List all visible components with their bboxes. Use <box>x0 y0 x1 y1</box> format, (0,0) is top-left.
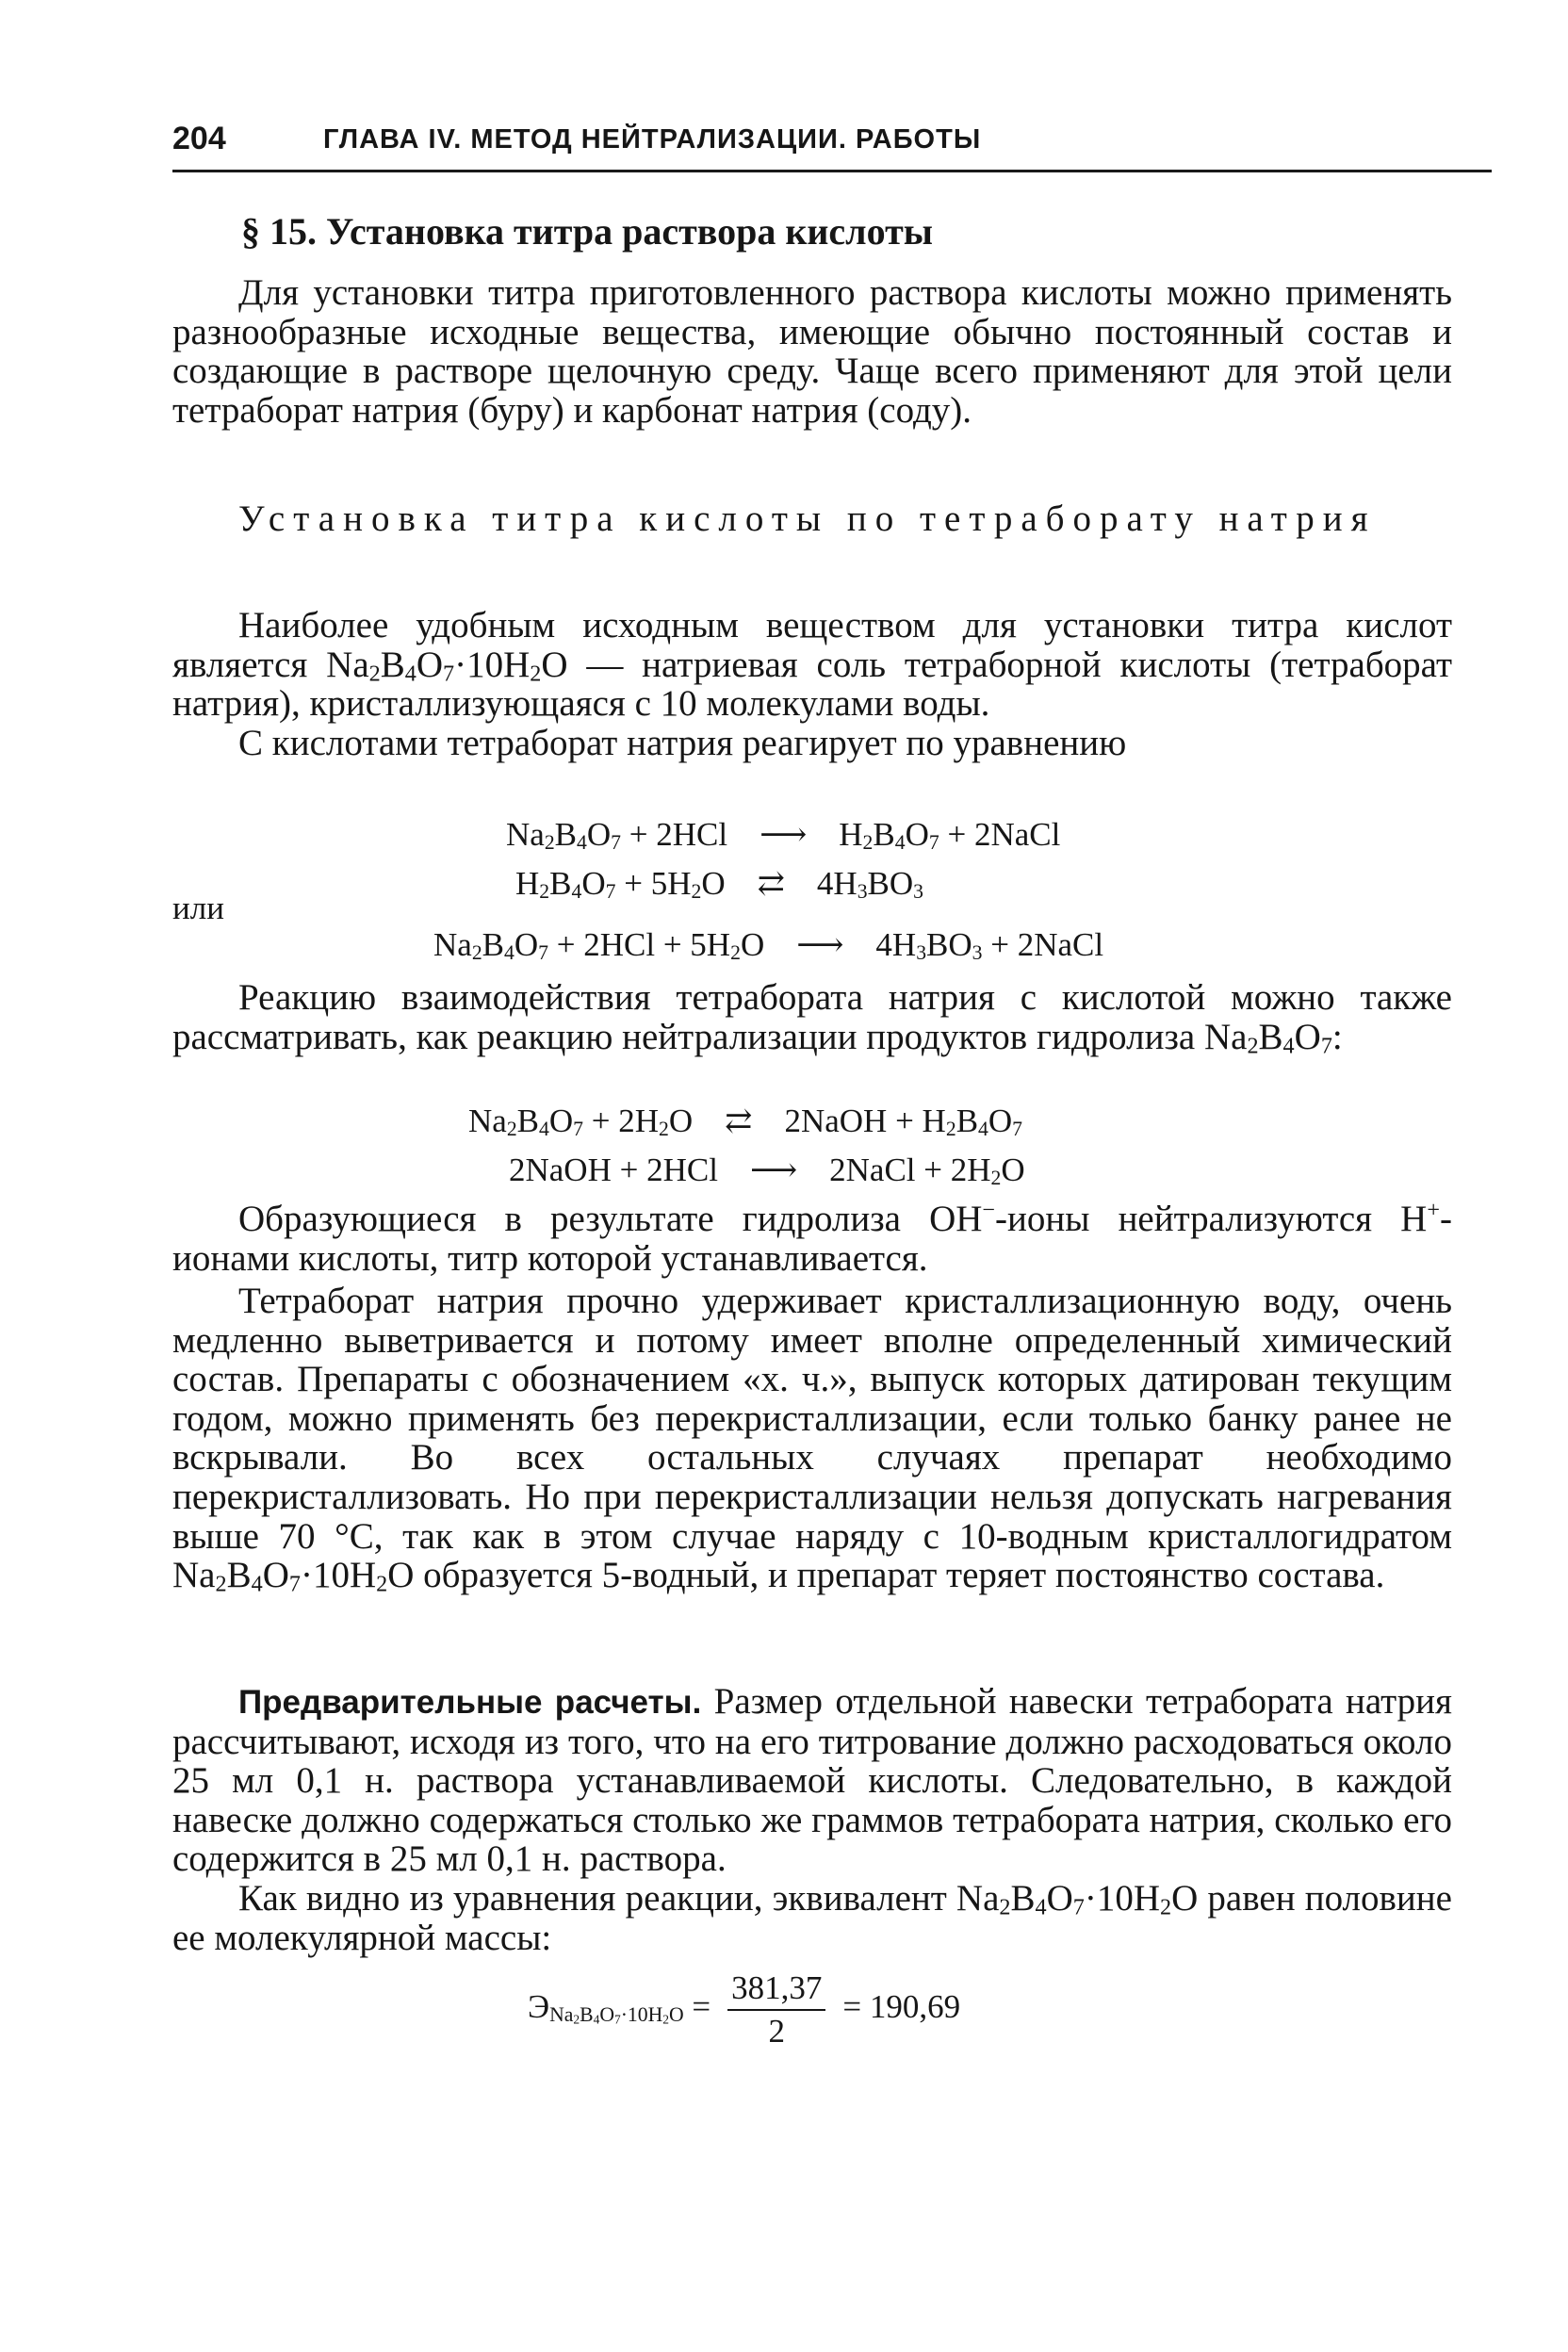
fraction <box>727 1969 825 2050</box>
page-number: 204 <box>172 121 226 156</box>
hydrolysis-block <box>172 978 1452 1056</box>
running-header <box>172 121 1492 168</box>
subsection-title: Установка титра кислоты по тетраборату натрия <box>238 498 1377 539</box>
paragraph-borax: Наиболее удобным исходным веществом для установки титра кислот является $Na_2B_4O_7\cdot 10H_2O$ — натриевая соль тетраборной кислоты (тетраборат натрия), кристаллизующаяся с 10 молекулами воды. <box>172 605 1453 725</box>
borax-block <box>172 606 1452 762</box>
equation-5: 2NaOH + 2HCl ⟶ 2NaCl + $2H_2O$ <box>509 1152 1025 1189</box>
properties-block <box>172 1282 1452 1595</box>
paragraph-ions: Образующиеся в результате гидролиза OH−-ионы нейтрализуются H+-ионами кислоты, титр которой устанавливается. <box>172 1197 1452 1279</box>
intro-block <box>172 273 1452 430</box>
section-title: § 15. Установка титра раствора кислоты <box>241 210 933 253</box>
paragraph-equivalent: Как видно из уравнения реакции, эквивалент $Na_2B_4O_7\cdot 10H_2O$ равен половине ее молекулярной массы: <box>172 1877 1452 1958</box>
equation-2: $H_2B_4O_7 + 5H_2O$ ⇄ $4H_3BO_3$ <box>515 865 924 903</box>
paragraph-calculations: Предварительные расчеты. Размер отдельной навески тетрабората натрия рассчитывают, исходя из того, что на его титрование должно расходоваться около 25 мл 0,1 н. раствора устанавливаемой кислоты. Следовательно, в каждой навеске должно содержаться столько же граммов тетрабората натрия, сколько его содержится в 25 мл 0,1 н. раствора. <box>172 1681 1452 1880</box>
equivalent-result: 190,69 <box>869 1988 961 2026</box>
equivalent-formula: $Э_{Na_2B_4O_7\cdot 10H_2O}$ = $\frac{381,37}{2}$ = 190,69 <box>528 1969 961 2050</box>
ions-block <box>172 1197 1452 1279</box>
paragraph-hydrolysis: Реакцию взаимодействия тетрабората натрия с кислотой можно также рассматривать, как реакцию нейтрализации продуктов гидролиза $Na_2B_4O_7$: <box>172 977 1452 1058</box>
equation-3: $Na_2B_4O_7 + 2HCl + 5H_2O$ ⟶ $4H_3BO_3$ + 2NaCl <box>433 926 1104 964</box>
intro-paragraph: Для установки титра приготовленного раствора кислоты можно применять разнообразные исходные вещества, имеющие обычно постоянный состав и создающие в растворе щелочную среду. Чаще всего применяют для этой цели тетраборат натрия (буру) и карбонат натрия (соду). <box>172 272 1452 431</box>
or-label: или <box>172 890 224 926</box>
calculations-block <box>172 1682 1452 1957</box>
fraction-numerator: 381,37 <box>727 1969 825 2011</box>
paragraph-properties: Тетраборат натрия прочно удерживает кристаллизационную воду, очень медленно выветривается и потому имеет вполне определенный химический состав. Препараты с обозначением «х. ч.», выпуск которых датирован текущим годом, можно применять без перекристаллизации, если только банку ранее не вскрывали. Во всех остальных случаях препарат необходимо перекристаллизовать. Но при перекристаллизации нельзя допускать нагревания выше 70 °C, так как в этом случае наряду с 10-водным кристаллогидратом $Na_2B_4O_7\cdot 10H_2O$ образуется 5-водный, и препарат теряет постоянство состава. <box>172 1281 1452 1597</box>
fraction-denominator: 2 <box>768 2013 786 2050</box>
equation-1: $Na_2B_4O_7 + 2HCl$ ⟶ $H_2B_4O_7$ + 2NaCl <box>506 816 1061 854</box>
running-title: ГЛАВА IV. МЕТОД НЕЙТРАЛИЗАЦИИ. РАБОТЫ <box>323 124 982 155</box>
subsection-block <box>172 499 1452 539</box>
equation-4: $Na_2B_4O_7 + 2H_2O$ ⇄ 2NaOH + $H_2B_4O_7$ <box>468 1102 1023 1140</box>
paragraph-reacts: С кислотами тетраборат натрия реагирует по уравнению <box>238 722 1127 763</box>
equivalent-symbol: Э <box>528 1988 550 2026</box>
header-rule <box>172 170 1492 172</box>
calculations-lead: Предварительные расчеты. <box>238 1684 702 1721</box>
